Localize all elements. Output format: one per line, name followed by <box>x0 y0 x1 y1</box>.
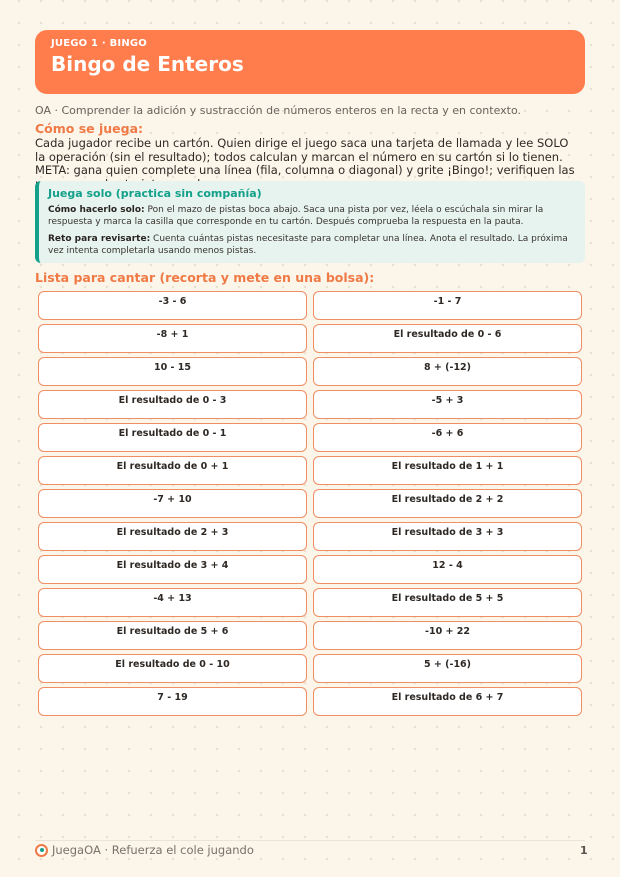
call-card: -4 + 13 <box>38 588 307 617</box>
game-tag: JUEGO 1 · BINGO <box>51 38 148 49</box>
call-card: 5 + (-16) <box>313 654 582 683</box>
call-card: El resultado de 6 + 7 <box>313 687 582 716</box>
footer <box>35 843 254 857</box>
call-card: El resultado de 0 - 1 <box>38 423 307 452</box>
call-card: El resultado de 3 + 4 <box>38 555 307 584</box>
solo-challenge-label: Reto para revisarte: <box>48 234 151 244</box>
solo-instructions <box>48 204 575 228</box>
call-card: 10 - 15 <box>38 357 307 386</box>
call-card: -8 + 1 <box>38 324 307 353</box>
solo-instructions-text: Pon el mazo de pistas boca abajo. Saca una pista por vez, léela o escúchala sin mirar la respuesta y marca la casilla que corresponde en tu cartón. Después comprueba la respuesta en la pauta. <box>48 205 544 227</box>
solo-play-box <box>35 181 585 263</box>
solo-instructions-label: Cómo hacerlo solo: <box>48 205 145 215</box>
call-card: El resultado de 3 + 3 <box>313 522 582 551</box>
call-card: -5 + 3 <box>313 390 582 419</box>
call-card: -7 + 10 <box>38 489 307 518</box>
call-card: El resultado de 0 - 10 <box>38 654 307 683</box>
learning-objective: OA · Comprender la adición y sustracción de números enteros en la recta y en contexto. <box>35 104 521 117</box>
call-card: 12 - 4 <box>313 555 582 584</box>
call-card: -1 - 7 <box>313 291 582 320</box>
call-card: -3 - 6 <box>38 291 307 320</box>
how-to-play-heading: Cómo se juega: <box>35 121 144 136</box>
footer-brand: JuegaOA · Refuerza el cole jugando <box>52 843 254 857</box>
call-card: 8 + (-12) <box>313 357 582 386</box>
call-card: El resultado de 5 + 6 <box>38 621 307 650</box>
call-card: -6 + 6 <box>313 423 582 452</box>
solo-challenge-text: Cuenta cuántas pistas necesitaste para completar una línea. Anota el resultado. La próxima vez intenta completarla usando menos pistas. <box>48 234 568 256</box>
call-card: El resultado de 0 + 1 <box>38 456 307 485</box>
call-card: El resultado de 0 - 3 <box>38 390 307 419</box>
footer-divider <box>35 840 585 841</box>
call-list-heading: Lista para cantar (recorta y mete en una bolsa): <box>35 270 375 285</box>
call-card: El resultado de 0 - 6 <box>313 324 582 353</box>
page-number: 1 <box>580 844 588 857</box>
call-card: El resultado de 1 + 1 <box>313 456 582 485</box>
brand-logo-icon <box>35 844 48 857</box>
page-header <box>35 30 585 94</box>
call-card: -10 + 22 <box>313 621 582 650</box>
solo-challenge <box>48 233 575 257</box>
call-card: El resultado de 2 + 2 <box>313 489 582 518</box>
page-title: Bingo de Enteros <box>51 52 244 76</box>
how-to-play-text: Cada jugador recibe un cartón. Quien dirige el juego saca una tarjeta de llamada y lee SOLO la operación (sin el resultado); todos calculan y marcan el número en su cartón si lo tienen. META: gana quien complete una línea (fila, columna o diagonal) y grite ¡Bingo!; verifiquen las <box>35 136 575 177</box>
call-card: El resultado de 2 + 3 <box>38 522 307 551</box>
call-cards-grid <box>38 291 582 716</box>
call-card: 7 - 19 <box>38 687 307 716</box>
solo-play-title: Juega solo (practica sin compañía) <box>48 187 262 200</box>
call-card: El resultado de 5 + 5 <box>313 588 582 617</box>
